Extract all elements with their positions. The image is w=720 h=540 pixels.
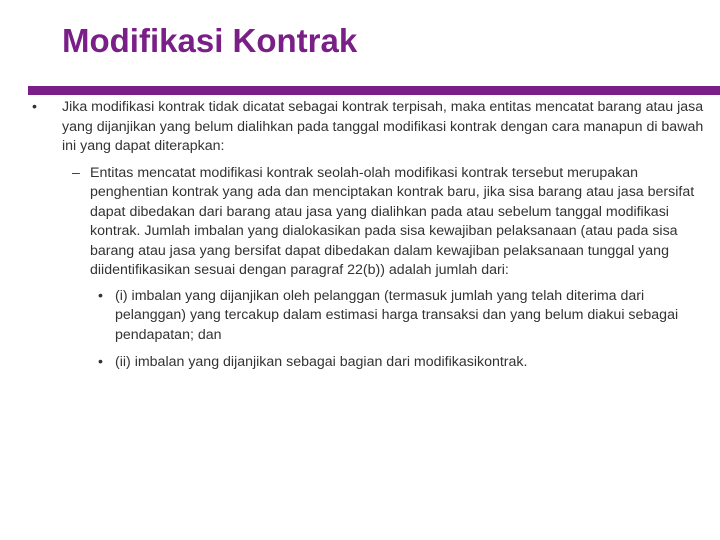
bullet-text: (i) imbalan yang dijanjikan oleh pelanggan (termasuk jumlah yang telah diterima dari pelanggan) yang tercakup dalam estimasi harga transaksi dan yang belum diakui sebagai pendapatan; dan (115, 287, 679, 343)
slide-content (30, 98, 710, 373)
bullet-marker: • (98, 287, 103, 304)
title-divider-bar (28, 86, 720, 95)
bullet-marker: • (32, 99, 37, 115)
bullet-level-3 (30, 287, 710, 346)
slide-title: Modifikasi Kontrak (62, 22, 358, 59)
dash-marker: – (72, 164, 80, 181)
bullet-text: Entitas mencatat modifikasi kontrak seolah-olah modifikasi kontrak tersebut merupakan penghentian kontrak yang ada dan menciptakan kontrak baru, jika sisa barang atau jasa bersifat dapat dibedakan dari barang atau jasa yang dialihkan pada atau sebelum tanggal modifikasi kontrak. Jumlah imbalan yang dialokasikan pada sisa kewajiban pelaksanaan (atau pada sisa barang atau jasa yang bersifat dapat dibedakan dalam kewajiban pelaksanaan tunggal yang diidentifikasikan sesuai dengan paragraf 22(b)) adalah jumlah dari: (90, 164, 695, 278)
bullet-text: Jika modifikasi kontrak tidak dicatat sebagai kontrak terpisah, maka entitas mencatat barang atau jasa yang dijanjikan yang belum dialihkan pada tanggal modifikasi kontrak dengan cara manapun di bawah ini yang dapat diterapkan: (62, 99, 704, 154)
bullet-marker: • (98, 354, 103, 370)
bullet-text: (ii) imbalan yang dijanjikan sebagai bagian dari modifikasikontrak. (115, 354, 528, 370)
bullet-level-2 (30, 164, 710, 281)
bullet-level-1 (30, 98, 710, 157)
bullet-level-3 (30, 353, 710, 373)
